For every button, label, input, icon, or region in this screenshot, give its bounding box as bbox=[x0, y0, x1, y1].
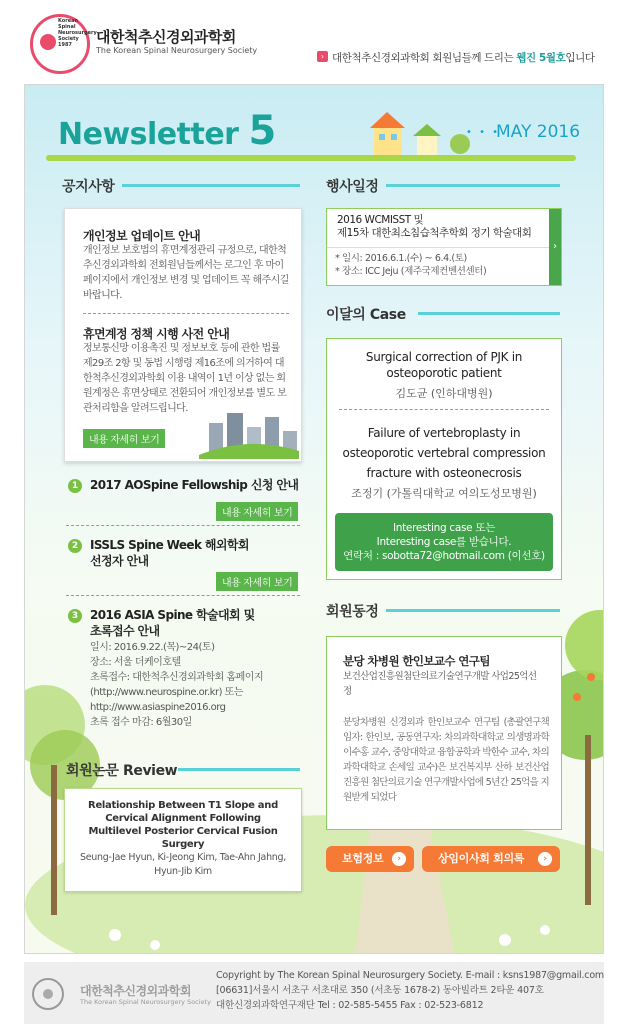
footer-org-en: The Korean Spinal Neurosurgery Society bbox=[80, 998, 211, 1006]
chevron-right-icon[interactable]: › bbox=[549, 209, 561, 285]
review-box[interactable] bbox=[64, 788, 302, 892]
notice-item-title[interactable]: 2017 AOSpine Fellowship 신청 안내 bbox=[90, 478, 299, 492]
org-name-ko[interactable]: 대한척추신경외과학회 bbox=[96, 28, 236, 46]
number-badge: 1 bbox=[68, 479, 82, 493]
board-minutes-button-label: 상임이사회 회의록 bbox=[438, 852, 525, 865]
event-title-area bbox=[327, 209, 549, 248]
events-heading-line bbox=[386, 184, 560, 187]
footer-copyright: Copyright by The Korean Spinal Neurosurgery Society. E-mail : ksns1987@gmail.com bbox=[216, 970, 604, 981]
detail-line[interactable]: http://www.asiaspine2016.org bbox=[90, 702, 226, 713]
members-heading-line bbox=[386, 609, 560, 612]
detail-line: 초록접수: 대한척추신경외과학회 홈페이지 bbox=[90, 672, 264, 683]
case-cta-contact[interactable]: 연락처 : sobotta72@hotmail.com (이선호) bbox=[343, 550, 545, 562]
review-authors: Seung-Jae Hyun, Ki-Jeong Kim, Tae-Ahn Jahng, Hyun-Jib Kim bbox=[80, 852, 286, 877]
events-heading: 행사일정 bbox=[326, 179, 379, 195]
logo-mark bbox=[40, 34, 56, 50]
notice-body: 정보통신망 이용촉진 및 정보보호 등에 관한 법률 제29조 2항 및 동법 시행령 제16조에 의거하여 대한척추신경외과학회 이용 내역이 1년 이상 없는 회원계정은 휴면상태로 전환되어 개인정보를 별도 보관처리함을 알려드립니다. bbox=[83, 343, 287, 414]
footer-org-ko: 대한척추신경외과학회 bbox=[80, 984, 191, 998]
members-subtitle: 보건산업진흥원첨단의료기술연구개발 사업25억선정 bbox=[343, 671, 537, 697]
board-minutes-button[interactable] bbox=[422, 846, 560, 872]
review-heading: 회원논문 Review bbox=[66, 763, 178, 779]
city-illustration bbox=[199, 405, 299, 459]
divider bbox=[66, 525, 300, 526]
notice-title[interactable]: 휴면계정 정책 시행 사전 안내 bbox=[83, 327, 230, 341]
case-author: 김도균 (인하대병원) bbox=[395, 387, 493, 400]
footer-address: [06631]서울시 서초구 서초대로 350 (서초동 1678-2) 동아빌라트 2타운 407호 bbox=[216, 985, 544, 996]
chevron-right-icon: › bbox=[392, 852, 406, 866]
case-title[interactable]: Failure of vertebroplasty in osteoporotic vertebral compression fracture with osteonecrosis bbox=[342, 426, 546, 480]
notices-heading-line bbox=[122, 184, 300, 187]
review-heading-line bbox=[178, 768, 300, 771]
dots-decoration: • • • bbox=[466, 127, 501, 138]
case-heading: 이달의 Case bbox=[326, 307, 406, 323]
notice-item-more-button[interactable]: 내용 자세히 보기 bbox=[216, 572, 298, 591]
newsletter-month: MAY 2016 bbox=[496, 122, 581, 142]
case-title[interactable]: Surgical correction of PJK in osteoporotic patient bbox=[365, 350, 523, 380]
arrow-icon: › bbox=[317, 51, 328, 62]
event-date: * 일시: 2016.6.1.(수) ~ 6.4.(토) bbox=[335, 253, 467, 264]
detail-line: 장소: 서울 더케이호텔 bbox=[90, 657, 181, 668]
footer-contact: 대한신경외과학연구재단 Tel : 02-585-5455 Fax : 02-523-6812 bbox=[216, 1000, 484, 1011]
notice-more-button[interactable]: 내용 자세히 보기 bbox=[83, 429, 165, 448]
case-cta-line: Interesting case를 받습니다. bbox=[376, 536, 512, 548]
divider bbox=[83, 313, 289, 314]
review-title[interactable]: Relationship Between T1 Slope and Cervical Alignment Following Multilevel Posterior Cervical Fusion Surgery bbox=[88, 800, 278, 850]
case-heading-line bbox=[418, 312, 560, 315]
footer-info bbox=[216, 968, 604, 1013]
event-box[interactable] bbox=[326, 208, 562, 286]
number-badge: 2 bbox=[68, 539, 82, 553]
case-submit-button[interactable] bbox=[335, 513, 553, 571]
notice-item-more-button[interactable]: 내용 자세히 보기 bbox=[216, 502, 298, 521]
detail-line[interactable]: (http://www.neurospine.or.kr) 또는 bbox=[90, 687, 243, 698]
org-name-en: The Korean Spinal Neurosurgery Society bbox=[96, 46, 258, 55]
title-divider bbox=[46, 155, 576, 161]
case-cta-line: Interesting case 또는 bbox=[392, 522, 496, 534]
event-title[interactable] bbox=[337, 214, 531, 240]
notices-featured-box bbox=[64, 208, 302, 462]
notice-item-title[interactable]: ISSLS Spine Week 해외학회 선정자 안내 bbox=[90, 538, 249, 568]
event-title-line: 2016 WCMISST 및 bbox=[337, 214, 424, 226]
divider bbox=[339, 409, 549, 410]
chevron-right-icon: › bbox=[538, 852, 552, 866]
case-author: 조정기 (가톨릭대학교 여의도성모병원) bbox=[351, 487, 537, 500]
members-title[interactable]: 분당 차병원 한인보교수 연구팀 bbox=[343, 654, 490, 668]
members-box[interactable] bbox=[326, 636, 562, 830]
event-title-line: 제15차 대한최소침습척추학회 정기 학술대회 bbox=[337, 227, 532, 239]
event-place: * 장소: ICC Jeju (제주국제컨벤션센터) bbox=[335, 266, 487, 277]
detail-line: 초록 접수 마감: 6월30일 bbox=[90, 717, 192, 728]
logo-text: Korean Spinal Neurosurgery Society 1987 bbox=[58, 18, 97, 48]
detail-line: 일시: 2016.9.22.(목)~24(토) bbox=[90, 642, 215, 653]
case-box bbox=[326, 338, 562, 580]
insurance-button-label: 보험정보 bbox=[342, 852, 384, 865]
notice-body: 개인정보 보호법의 휴면계정관리 규정으로, 대한척추신경외과학회 전회원님들께서는 로그인 후 마이페이지에서 개인정보 변경 및 업데이트 꼭 해주시길 바랍니다. bbox=[83, 245, 289, 301]
notice-item-details bbox=[90, 640, 300, 730]
notice-item-title[interactable]: 2016 ASIA Spine 학술대회 및 초록접수 안내 bbox=[90, 608, 255, 638]
footer-logo-icon bbox=[30, 976, 70, 1012]
divider bbox=[66, 595, 300, 596]
number-badge: 3 bbox=[68, 609, 82, 623]
newsletter-title: Newsletter 5 bbox=[58, 108, 276, 154]
header-tagline: 대한척추신경외과학회 회원님들께 드리는 웹진 5월호입니다 bbox=[332, 52, 595, 64]
notices-heading: 공지사항 bbox=[62, 179, 115, 195]
members-body: 분당차병원 신경외과 한인보교수 연구팀 (총괄연구책임자: 한인보, 공동연구자: 차의과학대학교 의생명과학 이수홍 교수, 중앙대학교 융합공학과 박한수 교수, 차의과학대학교 손세일 교수)은 보건복지부 산하 보건산업진흥원 첨단의료기술 연구개발사업에 5년간 25억을 지원받게 되었다 bbox=[343, 717, 549, 803]
members-heading: 회원동정 bbox=[326, 604, 379, 620]
event-details bbox=[335, 252, 486, 278]
insurance-button[interactable] bbox=[326, 846, 414, 872]
houses-icon bbox=[365, 108, 475, 158]
notice-title[interactable]: 개인정보 업데이트 안내 bbox=[83, 229, 201, 243]
